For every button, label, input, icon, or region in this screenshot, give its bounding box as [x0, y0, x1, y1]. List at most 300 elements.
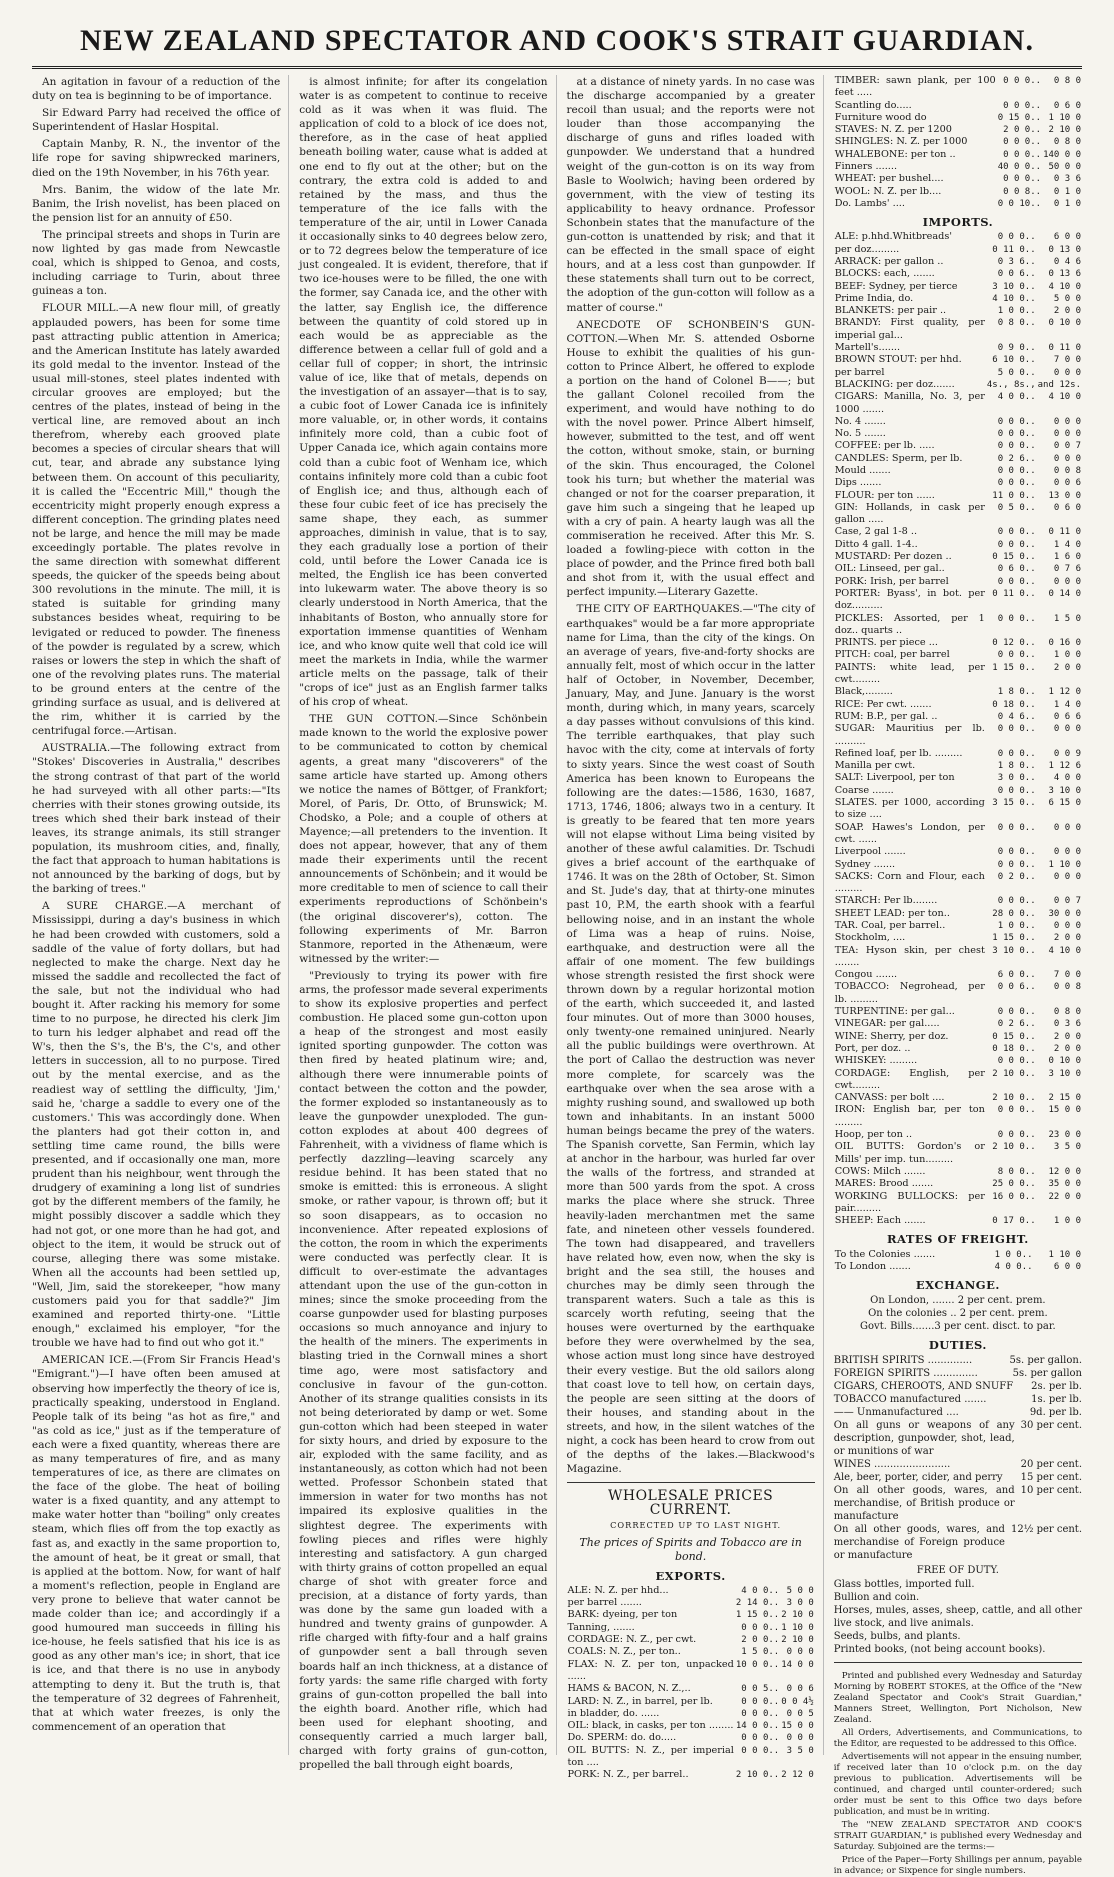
price-row	[834, 112, 1082, 124]
price-value: 1 0 0..	[997, 306, 1036, 317]
price-value: 0 0 7	[1053, 441, 1081, 452]
price-value: 1 15 0..	[735, 1610, 780, 1621]
price-row	[834, 539, 1082, 551]
price-row	[834, 1055, 1082, 1067]
column-3-text	[567, 75, 815, 1476]
price-item: Do. SPERM: do. do.....	[567, 1732, 677, 1744]
price-value: 0 0 0	[1053, 724, 1081, 735]
price-value: 0 8 0	[1053, 76, 1081, 86]
price-item: Furniture wood do	[834, 111, 927, 123]
price-item: IRON: English bar, per ton .........	[834, 1104, 985, 1128]
price-value: 3 10 0	[1048, 785, 1081, 796]
price-row	[567, 1609, 815, 1621]
price-value: 0 1 0	[1053, 198, 1081, 209]
price-value: 0 0 0..	[997, 466, 1036, 476]
price-row	[834, 124, 1082, 136]
duty-row	[834, 1367, 1082, 1380]
price-value: 0 0 0	[1053, 576, 1081, 587]
price-item: per barrel .......	[567, 1597, 642, 1609]
price-item: SOAP. Hawes's London, per cwt. ......	[834, 821, 985, 845]
exchange-line: On London, ....... 2 per cent. prem.	[870, 1295, 1046, 1307]
price-item: PRINTS. per piece ...	[834, 637, 938, 649]
price-value: 0 0 4½	[781, 1696, 814, 1707]
price-value: 13 0 0	[1048, 490, 1081, 501]
imprint	[834, 1671, 1082, 1877]
price-value: 7 0 0	[1053, 355, 1081, 366]
duty-row	[834, 1393, 1082, 1406]
price-value: 35 0 0	[1048, 1179, 1081, 1190]
price-item: SUGAR: Mauritius per lb. ..........	[834, 723, 985, 747]
duties-list	[834, 1354, 1082, 1562]
price-value: 0 0 0..	[1003, 137, 1042, 148]
price-value: 6 0 0..	[997, 970, 1036, 981]
price-item: PORK: Irish, per barrel	[834, 575, 949, 587]
price-row	[834, 1141, 1082, 1166]
section-rule	[567, 1482, 815, 1483]
price-item: BEEF: Sydney, per tierce	[834, 280, 958, 292]
price-value: 1 12 0	[1048, 687, 1081, 698]
price-value: 14 0 0	[781, 1659, 814, 1670]
price-value: 0 6 0..	[997, 564, 1036, 575]
price-value: 0 3 6..	[997, 256, 1036, 267]
price-value: 5 0 0..	[997, 367, 1036, 378]
price-value: 50 0 0	[1048, 162, 1081, 173]
exchange-list	[834, 1294, 1082, 1333]
duty-row	[834, 1419, 1082, 1458]
duty-row	[834, 1523, 1082, 1562]
price-value: 0 0 0	[1053, 416, 1081, 427]
price-value: 8 0 0..	[997, 1166, 1036, 1177]
price-row	[834, 1043, 1082, 1055]
price-value: 6 10 0..	[992, 355, 1036, 366]
price-row	[567, 1659, 815, 1684]
price-value: 0 15 0..	[992, 552, 1036, 563]
price-value: 0 0 0..	[741, 1696, 780, 1707]
article-paragraph: is almost infinite; for after its congelation water is as competent to continue to receive cold as it was when it was fluid. The application of cold to a block of ice does not, therefore, as in the case of heat applied beneath boiling water, cause what is added at one end to fly out at the other; but on the contrary, the extra cold is added to and retained by the mass, and thus the temperature of the ice falls with the temperature of the air, until in Lower Canada it occasionally sinks to 40 degrees below zero, or to 72 degrees below the temperature of ice just congealed. It is evident, therefore, that if two ice-houses were to be filled, the one with the former, say Canada ice, and the other with the latter, say English ice, the difference between the quantity of cold stored up in each would be as appreciable as the difference between a cellar full of gold and a cellar full of copper; in short, the intrinsic value of ice, like that of metals, depends on the investigation of an assayer—that is to say, a cubic foot of Lower Canada ice is infinitely more valuable, or, in other words, it contains infinitely more cold, than a cubic foot of Upper Canada ice, which again contains more cold than a cubic foot of Wenham ice, which contains infinitely more cold than a cubic foot of English ice; and thus, although each of these four cubic feet of ice has precisely the same shape, they each, as summer approaches, diminish in value, that is to say, they each gradually lose a portion of their cold, until before the Lower Canada ice is melted, the English ice has been converted into lukewarm water. The above theory is so clearly understood in North America, that the inhabitants of Boston, who annually store for exportation immense quantities of Wenham ice, and who know quite well that cold ice will meet the markets in India, while the warmer article melts on the passage, talk of their "crops of ice" just as an English farmer talks of his crop of wheat.	[299, 76, 548, 709]
price-row	[834, 711, 1082, 723]
price-row	[834, 613, 1082, 638]
article-paragraph: AUSTRALIA.—The following extract from "Stokes' Discoveries in Australia," describes the strong contrast of that part of the world he had surveyed with all other parts:—"Its cherries with their stones growing outside, its trees which shed their bark instead of their leaves, its strange animals, its still stranger population, its mushroom cities, and, finally, the fact that approach to human habitations is not announced by the barking of dogs, but by the barking of trees."	[32, 742, 281, 896]
price-row	[567, 1585, 815, 1597]
price-row	[567, 1708, 815, 1720]
price-value: 6 0 0	[1053, 1261, 1081, 1272]
price-value: 3 10 0..	[992, 945, 1036, 956]
price-item: Mould .......	[834, 465, 891, 476]
price-value: 0 0 5	[786, 1708, 814, 1719]
duty-rate: 10 per cent.	[1020, 1485, 1082, 1497]
price-value: 0 0 0..	[1003, 174, 1042, 185]
duty-row	[834, 1458, 1082, 1471]
price-value: 0 8 0	[1053, 1007, 1081, 1018]
price-value: 10 0 0..	[735, 1659, 780, 1670]
price-value: 2 10 0..	[992, 1142, 1036, 1153]
free-of-duty-list	[834, 1578, 1082, 1656]
price-value: 5 0 0	[1053, 293, 1081, 304]
article-paragraph: Sir Edward Parry had received the office of Superintendent of Haslar Hospital.	[32, 107, 281, 134]
price-item: MUSTARD: Per dozen ..	[834, 551, 952, 563]
price-value: 1 10 0	[1048, 1249, 1081, 1260]
price-value: 0 0 0..	[997, 822, 1036, 833]
price-row	[834, 1249, 1082, 1261]
price-value: 2 10 0	[781, 1635, 814, 1646]
price-value: 1 0 0..	[997, 920, 1036, 931]
prices-title: WHOLESALE PRICES CURRENT.	[607, 1488, 774, 1519]
price-item: VINEGAR: per gal.....	[834, 1018, 940, 1030]
free-item: Bullion and coin.	[833, 1592, 920, 1604]
price-value: 0 11 0..	[992, 588, 1036, 599]
price-value: 0 4 6	[1053, 256, 1081, 267]
exchange-line: On the colonies .. 2 per cent. prem.	[868, 1308, 1048, 1320]
price-item: Sydney .......	[834, 858, 896, 870]
exports-heading: EXPORTS.	[655, 1568, 726, 1583]
duty-rate: 2s. per lb.	[1031, 1381, 1082, 1393]
price-item: Case, 2 gal 1-8 ..	[834, 526, 918, 538]
price-value: 16 0 0..	[992, 1191, 1036, 1202]
price-value: 2 0 0	[1053, 933, 1081, 944]
price-value: 12 0 0	[1048, 1166, 1081, 1177]
price-value: 4 10 0	[1048, 392, 1081, 403]
columns	[32, 75, 1082, 1877]
price-value: 0 14 0	[1048, 588, 1081, 599]
prices-subtitle: The prices of Spirits and Tobacco are in bond.	[579, 1535, 802, 1563]
price-value: 0 12 0..	[992, 638, 1036, 649]
price-value: 0 16 0	[1048, 638, 1081, 649]
price-item: Scantling do.....	[834, 99, 912, 111]
price-value: and 12s.	[1037, 379, 1081, 390]
price-row	[567, 1597, 815, 1609]
price-value: 0 0 0..	[997, 1007, 1036, 1018]
duty-item: On all other goods, wares, and merchandise of Foreign produce or manufacture	[833, 1524, 1005, 1562]
price-value: 3 15 0..	[992, 798, 1036, 809]
price-row	[834, 231, 1082, 243]
price-item: LARD: N. Z., in barrel, per lb.	[567, 1695, 713, 1707]
price-value: 3 0 0	[786, 1598, 814, 1609]
price-row	[834, 198, 1082, 210]
duty-rate: 15 per cent.	[1020, 1472, 1082, 1484]
price-value: 0 0 0..	[997, 613, 1036, 624]
price-value: 3 10 0	[1048, 1068, 1081, 1079]
price-value: 0 0 0..	[997, 441, 1036, 452]
price-value: 0 7 6	[1053, 564, 1081, 575]
price-row	[567, 1646, 815, 1658]
imprint-paragraph: Price of the Paper—Forty Shillings per annum, payable in advance; or Sixpence for single numbers.	[833, 1855, 1082, 1877]
price-row	[834, 662, 1082, 687]
price-value: 0 6 6	[1053, 711, 1081, 722]
price-item: Congou .......	[834, 969, 898, 981]
price-row	[834, 354, 1082, 366]
duty-row	[834, 1471, 1082, 1484]
price-item: BARK: dyeing, per ton	[567, 1609, 678, 1621]
price-value: 0 0 0..	[741, 1622, 780, 1633]
price-value: 0 8 0	[1053, 137, 1081, 148]
price-value: 1 10 0	[781, 1622, 814, 1633]
price-value: 28 0 0..	[992, 908, 1036, 919]
price-item: No. 4 .......	[834, 415, 886, 427]
price-value: 2 14 0..	[735, 1598, 780, 1609]
price-value: 0 15 0..	[992, 1031, 1036, 1042]
duty-item: WINES ........................	[833, 1459, 951, 1471]
price-item: BLACKING: per doz.......	[834, 378, 955, 390]
price-value: 0 0 0..	[997, 478, 1036, 489]
price-value: 1 4 0	[1053, 699, 1081, 710]
column-1	[32, 75, 289, 1755]
price-row	[834, 588, 1082, 613]
price-value: 4 10 0..	[992, 293, 1036, 304]
price-value: 22 0 0	[1048, 1191, 1081, 1202]
price-row	[834, 268, 1082, 280]
price-value: 6 15 0	[1048, 798, 1081, 809]
price-row	[567, 1683, 815, 1695]
price-row	[834, 686, 1082, 698]
price-item: TURPENTINE: per gal...	[834, 1006, 955, 1018]
price-row	[834, 859, 1082, 871]
freight-table	[834, 1249, 1082, 1274]
price-value: 1 12 6	[1048, 761, 1081, 772]
price-row	[834, 526, 1082, 538]
price-item: SHEET LEAD: per ton..	[834, 907, 950, 919]
price-value: 0 0 0..	[997, 859, 1036, 870]
price-row	[834, 908, 1082, 920]
price-value: 0 0 0..	[997, 847, 1036, 858]
price-item: PORK: N. Z., per barrel..	[567, 1769, 689, 1781]
price-value: 0 0 0..	[997, 785, 1036, 796]
price-item: OIL BUTTS: Gordon's or Mills' per imp. tun.........	[834, 1141, 985, 1165]
price-item: per doz.........	[834, 243, 900, 255]
price-row	[834, 822, 1082, 847]
price-item: TOBACCO: Negrohead, per lb. .........	[834, 981, 985, 1005]
price-value: 4 0 0..	[741, 1585, 780, 1596]
price-value: 0 0 6	[1053, 478, 1081, 489]
price-row	[834, 173, 1082, 185]
price-item: Refined loaf, per lb. .........	[834, 747, 963, 759]
price-item: Tanning, .......	[567, 1621, 635, 1633]
price-item: To the Colonies .......	[834, 1248, 936, 1260]
duty-row	[834, 1380, 1082, 1393]
price-value: 0 2 0..	[997, 871, 1036, 882]
article-paragraph: AMERICAN ICE.—(From Sir Francis Head's "Emigrant.")—I have often been amused at observing how imperfectly the theory of ice is, practically speaking, understood in England. People talk of its being "as hot as fire," and "as cold as ice," just as if the temperature of each were a fixed quantity, whereas there are as many temperatures of fire, and as many temperatures of ice, as there are climates on the face of the globe. The heat of boiling water is a fixed quantity, and any attempt to make water hotter than "boiling" only creates steam, which flies off from the top exactly as fast as, and exactly in the same proportion to, the amount of heat, be it great or small, that is applied at the bottom. Now, for want of half a moment's reflection, people in England are very prone to believe that water cannot be made colder than ice; and accordingly if a good humoured man succeeds in filling his ice-house, he feels satisfied that his ice is as good as any other man's ice; in short, that ice is ice, and that there is no use in anybody attempting to deny it. But the truth is, that the temperature of 32 degrees of Fahrenheit, that at which water freezes, is only the commencement of an operation that	[32, 1354, 281, 1733]
price-value: 0 0 6..	[997, 982, 1036, 993]
price-value: 0 0 0	[1053, 871, 1081, 882]
price-row	[567, 1622, 815, 1634]
masthead: NEW ZEALAND SPECTATOR AND COOK'S STRAIT GUARDIAN.	[80, 24, 1034, 57]
price-item: STAVES: N. Z. per 1200	[834, 124, 952, 136]
price-item: BRANDY: First quality, per imperial gal...	[834, 317, 985, 341]
imprint-paragraph: Printed and published every Wednesday and Saturday Morning by ROBERT STOKES, at the Office of the "New Zealand Spectator and Cook's Strait Guardian," Manners Street, Wellington, Port Nicholson, New Zealand.	[833, 1671, 1082, 1726]
duty-rate: 12½ per cent.	[1010, 1524, 1082, 1536]
price-row	[834, 317, 1082, 342]
duty-rate: 30 per cent.	[1020, 1420, 1082, 1432]
price-value: 1 0 0	[1053, 650, 1081, 661]
price-value: 5 0 0	[786, 1585, 814, 1596]
price-item: STARCH: Per lb........	[834, 895, 938, 907]
price-value: 30 0 0	[1048, 908, 1081, 919]
price-row	[834, 465, 1082, 477]
price-value: 2 10 0	[1048, 125, 1081, 136]
price-item: SALT: Liverpool, per ton	[834, 772, 955, 784]
article-paragraph: THE CITY OF EARTHQUAKES.—"The city of earthquakes" would be a far more appropriate name for Lima, than the city of the kings. On an average of years, five-and-forty shocks are annually felt, most of which occur in the latter half of October, in November, December, January, May, and June. January is the worst month, during which, in many years, scarcely a day passes without convulsions of this kind. The terrible earthquakes, that play such havoc with the city, come at intervals of forty to sixty years. Since the west coast of South America has been known to Europeans the following are the dates:—1586, 1630, 1687, 1713, 1746, 1806; always two in a century. It is greatly to be feared that ten more years will not elapse without Lima being visited by another of these awful calamities. Dr. Tschudi gives a brief account of the earthquake of 1746. It was on the 28th of October, St. Simon and St. Jude's day, that at thirty-one minutes past 10, P.M, the earth shook with a fearful bellowing noise, and in an instant the whole of Lima was a heap of ruins. Noise, earthquake, and destruction were all the affair of one moment. The few buildings whose strength resisted the first shock were thrown down by a regular horizontal motion of the earth, which succeeded it, and lasted four minutes. Out of more than 3000 houses, only twenty-one remained uninjured. Nearly all the public buildings were overthrown. At the port of Callao the destruction was never more complete, for scarcely was the earthquake over when the sea arose with a mighty rushing sound, and swallowed up both town and inhabitants. In an instant 5000 human beings became the prey of the waters. The Spanish corvette, San Fermin, which lay at anchor in the harbour, was hurled far over the walls of the fortress, and stranded at more than 500 yards from the spot. A cross marks the place where she struck. Three heavily-laden merchantmen met the same fate, and nineteen other vessels foundered. The town had disappeared, and travellers have related how, even now, when the sky is bright and the sea still, the houses and churches may be dimly seen through the transparent waters. Such a tale as this is scarcely worth refuting, seeing that the houses were overturned by the earthquake before they were overwhelmed by the sea, whose action must long since have destroyed their every vestige. But the old sailors along that coast love to tell how, on certain days, the people are seen sitting at the doors of their houses, and standing about in the streets, and how, in the silent watches of the night, a cock has been heard to crow from out of the depths of the lakes.—Blackwood's Magazine.	[566, 603, 815, 1476]
price-row	[834, 502, 1082, 527]
price-row	[834, 342, 1082, 354]
price-value: 1 6 0	[1053, 552, 1081, 563]
price-row	[834, 1166, 1082, 1178]
price-value: 2 0 0	[1053, 306, 1081, 317]
price-row	[834, 440, 1082, 452]
article-paragraph: An agitation in favour of a reduction of the duty on tea is beginning to be of importance.	[32, 76, 281, 103]
price-item: WINE: Sherry, per doz.	[834, 1030, 949, 1042]
duty-rate: 9d. per lb.	[1029, 1407, 1082, 1419]
price-value: 1 15 0..	[992, 662, 1036, 673]
price-value: 0 11 0	[1048, 343, 1081, 354]
price-value: 3 5 0	[1053, 1142, 1081, 1153]
price-value: 2 0 0	[1053, 662, 1081, 673]
price-item: OIL BUTTS: N. Z., per imperial ton ....	[567, 1744, 734, 1768]
price-item: Stockholm, ....	[834, 932, 906, 944]
price-value: 1 0 0	[1053, 1216, 1081, 1227]
price-row	[834, 256, 1082, 268]
price-item: RICE: Per cwt. .......	[834, 698, 932, 710]
price-value: 1 15 0..	[992, 933, 1036, 944]
price-value: 0 0 0..	[1003, 149, 1042, 160]
price-value: 0 0 0	[1053, 847, 1081, 858]
price-row	[834, 1006, 1082, 1018]
price-item: CIGARS: Manilla, No. 3, per 1000 .......	[834, 391, 985, 415]
price-row	[834, 748, 1082, 760]
price-value: 0 0 0..	[1003, 76, 1042, 86]
prices-corrected: CORRECTED UP TO LAST NIGHT.	[610, 1520, 782, 1531]
price-row	[834, 895, 1082, 907]
price-value: 0 0 0..	[997, 416, 1036, 427]
price-value: 2 0 0	[1053, 1031, 1081, 1042]
price-value: 0 0 0..	[997, 1130, 1036, 1141]
price-row	[834, 649, 1082, 661]
price-row	[834, 416, 1082, 428]
price-row	[834, 367, 1082, 379]
price-item: SHEEP: Each .......	[834, 1215, 926, 1227]
price-value: 0 0 0..	[997, 896, 1036, 907]
price-value: 7 0 0	[1053, 970, 1081, 981]
price-item: HAMS & BACON, N. Z.,..	[567, 1683, 691, 1695]
price-row	[834, 576, 1082, 588]
duty-rate: 20 per cent.	[1020, 1459, 1082, 1471]
price-value: 0 0 0..	[997, 539, 1036, 550]
price-item: Manilla per cwt.	[834, 760, 916, 772]
price-value: 0 8 0..	[997, 318, 1036, 329]
price-row	[834, 244, 1082, 256]
price-item: Black,.........	[834, 686, 893, 698]
price-item: CANVASS: per bolt ....	[834, 1092, 945, 1104]
price-value: 0 15 0..	[997, 112, 1042, 123]
price-value: 0 0 0..	[997, 650, 1036, 661]
price-value: 0 0 0..	[741, 1733, 780, 1744]
price-item: Port, per doz. ..	[834, 1042, 911, 1054]
price-row	[834, 149, 1082, 161]
price-value: 0 9 0..	[997, 343, 1036, 354]
price-value: 15 0 0	[781, 1721, 814, 1732]
price-row	[834, 379, 1082, 391]
price-row	[834, 871, 1082, 896]
price-item: ALE: p.hhd.Whitbreads'	[834, 231, 952, 243]
price-item: WHALEBONE: per ton ..	[834, 148, 956, 160]
price-row	[567, 1745, 815, 1770]
price-value: 0 0 0	[1053, 367, 1081, 378]
duty-item: FOREIGN SPIRITS ..............	[833, 1368, 978, 1380]
price-row	[834, 186, 1082, 198]
price-row	[834, 920, 1082, 932]
price-value: 2 15 0	[1048, 1093, 1081, 1104]
price-value: 1 4 0	[1053, 539, 1081, 550]
article-paragraph: Mrs. Banim, the widow of the late Mr. Banim, the Irish novelist, has been placed on the pension list for an annuity of £50.	[32, 183, 281, 224]
price-value: 2 0 0..	[741, 1635, 780, 1646]
price-item: PORTER: Byass', in bot. per doz..........	[834, 587, 985, 612]
price-item: in bladder, do. ......	[567, 1707, 660, 1719]
price-value: 4s., 8s.,	[986, 379, 1036, 390]
price-value: 0 0 10..	[997, 198, 1042, 209]
price-row	[834, 136, 1082, 148]
price-item: Do. Lambs' ....	[834, 197, 905, 209]
article-paragraph: FLOUR MILL.—A new flour mill, of greatly applauded powers, has been for some time past attracting public attention in America; and the American Institute has lately awarded its gold medal to the inventor. Instead of the usual mill-stones, steel plates indented with circular grooves are employed; but the centres of the plates, instead of being in the vertical line, are removed about an inch therefrom, whereby each grooved plate becomes a species of circular shears that will cut, tear, and abrade any substance lying between them. On account of this peculiarity, it is called the "Eccentric Mill," though the eccentricity might properly enough express a different conception. The grinding plates need not be large, and hence the mill may be made exceedingly portable. The plates revolve in the same direction with somewhat different speeds, the quicker of the speeds being about 300 revolutions in the minute. The mill, it is stated is suitable for grinding many substances besides wheat, requiring to be levigated or reduced to powder. The fineness of the powder is regulated by a screw, which raises or lowers the step in which the shaft of one of the revolving plates runs. The material to be ground enters at the centre of the grinding surface as usual, and is delivered at the rim, whither it is carried by the centrifugal force.—Artisan.	[32, 302, 281, 738]
price-row	[834, 932, 1082, 944]
free-item: Glass bottles, imported full.	[833, 1579, 975, 1591]
duty-item: BRITISH SPIRITS ..............	[833, 1355, 973, 1367]
imprint-paragraph: The "NEW ZEALAND SPECTATOR AND COOK'S STRAIT GUARDIAN," is published every Wednesday and Saturday. Subjoined are the terms:—	[833, 1820, 1082, 1853]
duty-item: TOBACCO manufactured .......	[833, 1394, 987, 1406]
price-row	[567, 1696, 815, 1708]
price-row	[834, 293, 1082, 305]
price-item: SHINGLES: N. Z. per 1000	[834, 136, 968, 148]
price-value: 0 0 8	[1053, 466, 1081, 476]
exchange-heading: EXCHANGE.	[915, 1278, 1000, 1293]
price-item: CANDLES: Sperm, per lb.	[834, 452, 963, 464]
price-row	[834, 846, 1082, 858]
price-row	[834, 945, 1082, 970]
price-value: 0 3 6	[1053, 1019, 1081, 1030]
article-paragraph: at a distance of ninety yards. In no case was the discharge accompanied by a greater recoil than usual; and the reports were not louder than those accompanying the discharge of guns and rifles loaded with gunpowder. We understand that a hundred weight of the gun-cotton is on its way from Basle to Woolwich; having been ordered by government, with the view of testing its applicability to heavy ordnance. Professor Schonbein states that the manufacture of the gun-cotton is unattended by risk; and that it can be effected in the small space of eight hours, and at a less cost than gunpowder. If these statements shall turn out to be correct, the adoption of the gun-cotton will follow as a matter of course."	[566, 76, 815, 314]
price-item: COFFEE: per lb. .....	[834, 440, 935, 452]
price-row	[834, 1261, 1082, 1273]
price-value: 0 4 6..	[997, 711, 1036, 722]
price-value: 0 0 0	[1053, 822, 1081, 833]
price-row	[834, 391, 1082, 416]
price-value: 11 0 0..	[992, 490, 1036, 501]
duty-item: On all guns or weapons of any description, gunpowder, shot, lead, or munitions of war	[833, 1420, 1015, 1458]
price-row	[834, 723, 1082, 748]
duty-row	[834, 1484, 1082, 1523]
price-row	[834, 281, 1082, 293]
price-value: 0 0 0..	[997, 748, 1036, 759]
price-item: CORDAGE: N. Z., per cwt.	[567, 1634, 697, 1646]
price-value: 0 0 0..	[997, 429, 1036, 440]
price-item: OIL: Linseed, per gal..	[834, 563, 945, 575]
price-value: 2 12 0	[781, 1770, 814, 1781]
price-item: BROWN STOUT: per hhd.	[834, 354, 962, 366]
free-item: Printed books, (not being account books).	[833, 1644, 1046, 1656]
price-item: Coarse .......	[834, 784, 894, 796]
price-value: 0 0 0..	[997, 527, 1036, 538]
price-value: 0 11 0	[1048, 527, 1081, 538]
exports-continued-table	[834, 75, 1082, 210]
price-item: WORKING BULLOCKS: per pair.........	[834, 1190, 985, 1214]
price-row	[834, 490, 1082, 502]
price-value: 2 10 0..	[992, 1068, 1036, 1079]
price-item: TAR. Coal, per barrel..	[834, 919, 946, 931]
price-item: FLAX: N. Z. per ton, unpacked ......	[567, 1658, 734, 1682]
price-value: 0 6 0	[1053, 100, 1081, 111]
column-4	[833, 75, 1082, 1877]
price-value: 2 0 0	[1053, 1043, 1081, 1054]
price-row	[567, 1634, 815, 1646]
price-item: Ditto 4 gall. 1-4..	[834, 538, 918, 550]
price-value: 4 0 0	[1053, 773, 1081, 784]
